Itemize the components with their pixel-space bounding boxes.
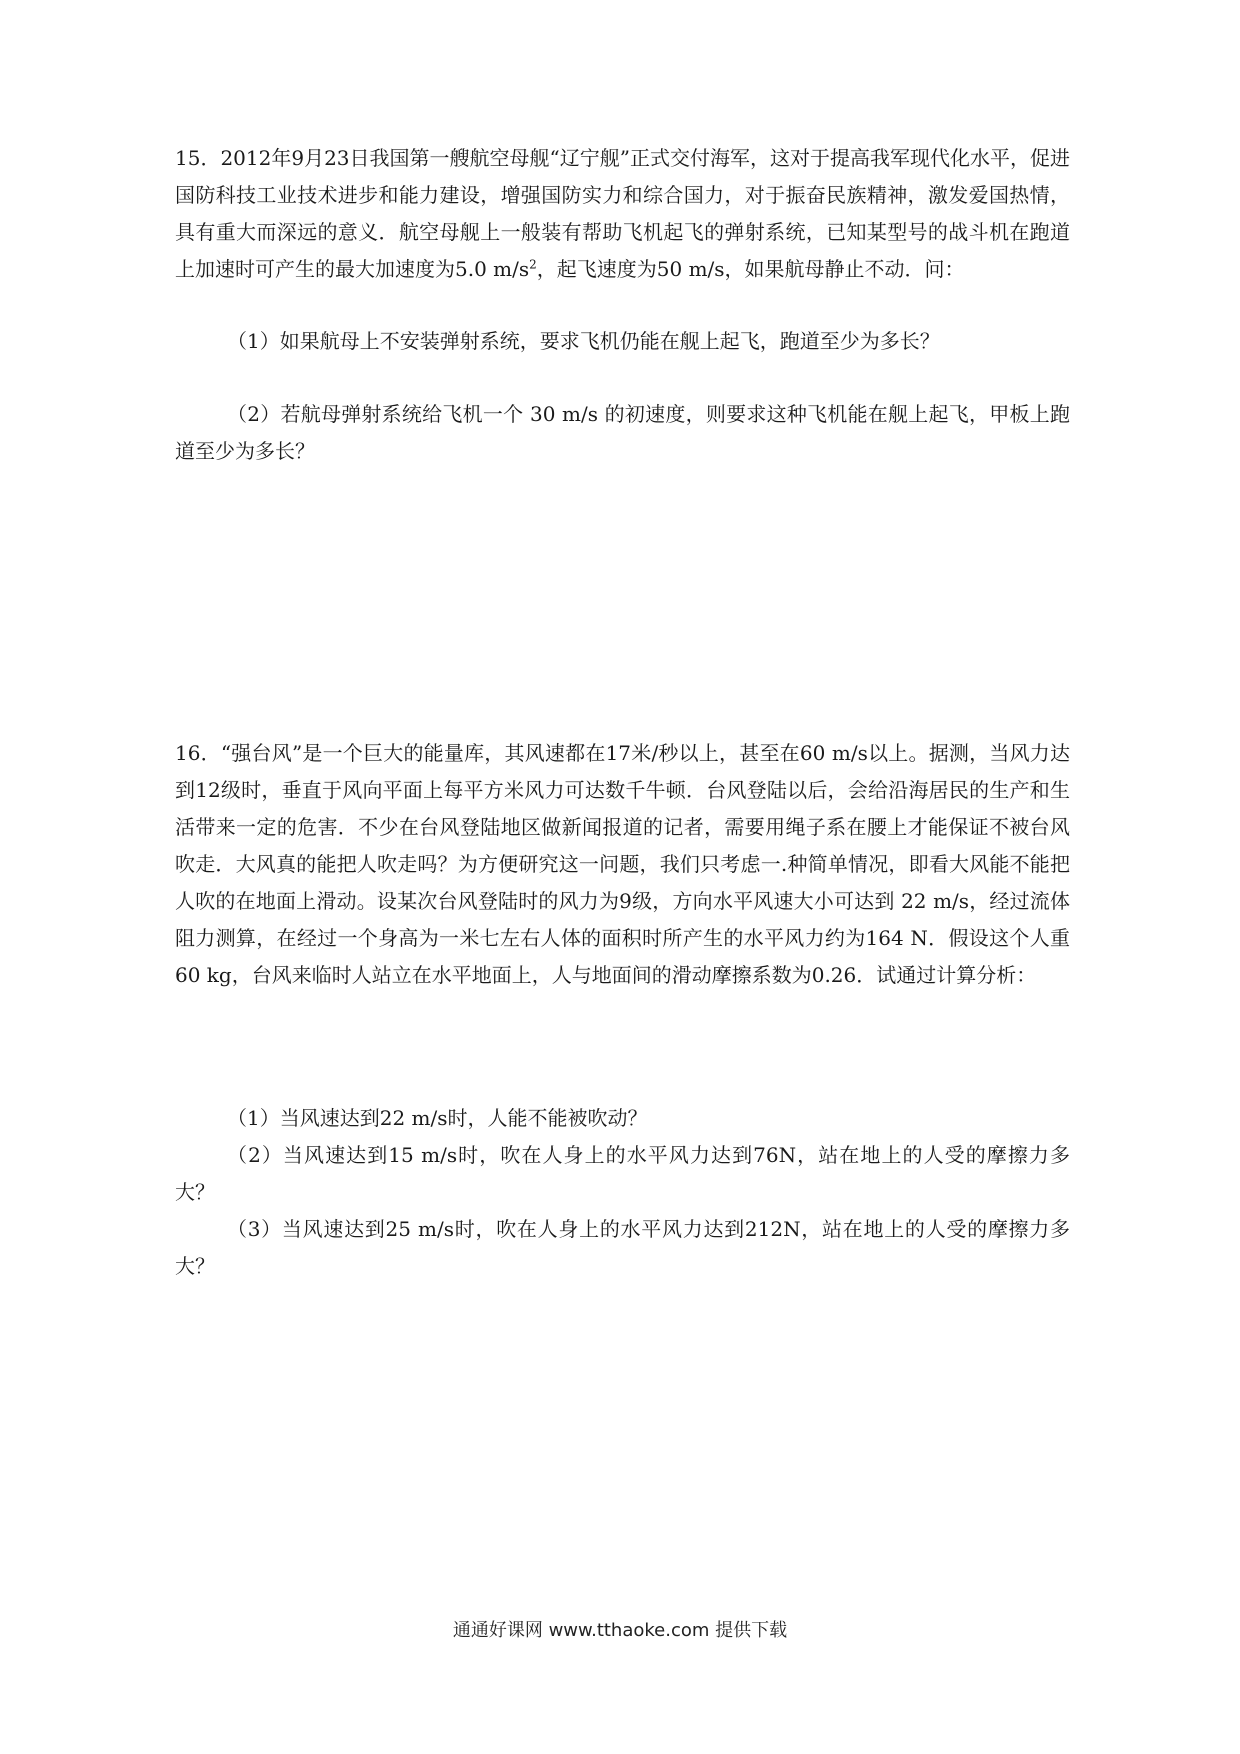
question-15-stem-tail: ，起飞速度为50 m/s，如果航母静止不动．问： [536, 257, 965, 281]
question-15-stem-text: 15．2012年9月23日我国第一艘航空母舰“辽宁舰”正式交付海军，这对于提高我军现代化水平，促进国防科技工业技术进步和能力建设，增强国防实力和综合国力，对于振奋民族精神，激发爱国热情，具有重大而深远的意义．航空母舰上一般装有帮助飞机起飞的弹射系统，已知某型号的战斗机在跑道上加速时可产生的最大加速度为5.0 m/s [175, 146, 1070, 281]
question-16-part-3: （3）当风速达到25 m/s时，吹在人身上的水平风力达到212N，站在地上的人受的摩擦力多大？ [175, 1217, 1070, 1278]
question-16-part-1: （1）当风速达到22 m/s时，人能不能被吹动？ [227, 1106, 648, 1130]
question-15-part-1: （1）如果航母上不安装弹射系统，要求飞机仍能在舰上起飞，跑道至少为多长？ [227, 329, 940, 353]
question-16-stem: 16．“强台风”是一个巨大的能量库，其风速都在17米/秒以上，甚至在60 m/s以上。据测，当风力达到12级时，垂直于风向平面上每平方米风力可达数千牛顿．台风登陆以后，会给沿海居民的生产和生活带来一定的危害．不少在台风登陆地区做新闻报道的记者，需要用绳子系在腰上才能保证不被台风吹走．大风真的能把人吹走吗？为方便研究这一问题，我们只考虑一.种简单情况，即看大风能不能把人吹的在地面上滑动。设某次台风登陆时的风力为9级，方向水平风速大小可达到 22 m/s，经过流体阻力测算，在经过一个身高为一米七左右人体的面积时所产生的水平风力约为164 N．假设这个人重60 kg，台风来临时人站立在水平地面上，人与地面间的滑动摩擦系数为0.26．试通过计算分析： [175, 741, 1070, 987]
superscript-2: 2 [529, 257, 537, 272]
question-15-stem [175, 140, 1070, 288]
question-16-part-2: （2）当风速达到15 m/s时，吹在人身上的水平风力达到76N，站在地上的人受的摩擦力多大？ [175, 1143, 1070, 1204]
page-footer: 通通好课网 www.tthaoke.com 提供下载 [452, 1620, 788, 1641]
question-15-part-2: （2）若航母弹射系统给飞机一个 30 m/s 的初速度，则要求这种飞机能在舰上起飞，甲板上跑道至少为多长？ [175, 402, 1070, 463]
